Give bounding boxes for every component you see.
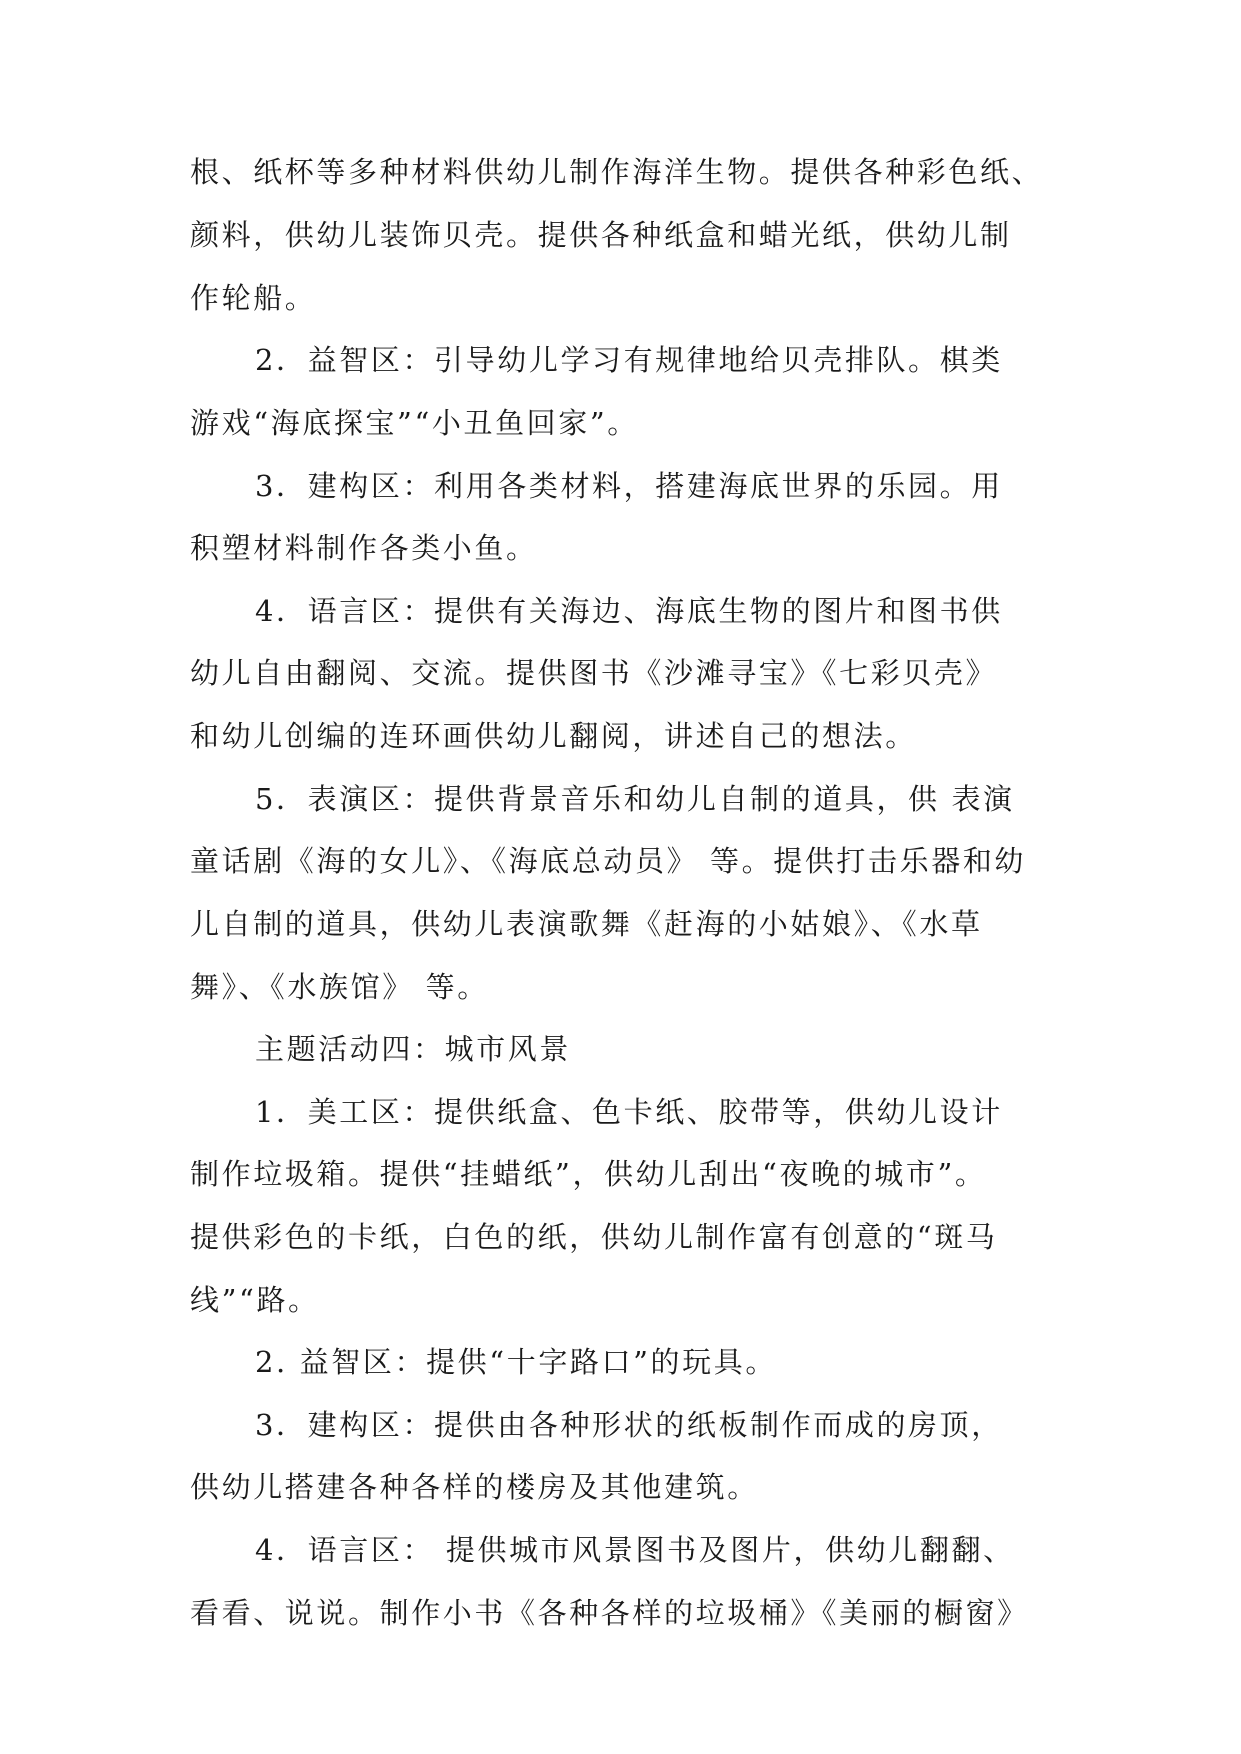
text-line: 线”“路。	[190, 1283, 320, 1317]
text-line: 颜料，供幼儿装饰贝壳。提供各种纸盒和蜡光纸，供幼儿制	[190, 218, 1012, 252]
text-line: 2．益智区：引导幼儿学习有规律地给贝壳排队。棋类	[255, 343, 1003, 377]
text-line: 3．建构区：提供由各种形状的纸板制作而成的房顶，	[255, 1408, 1003, 1442]
section-heading: 主题活动四：城市风景	[255, 1032, 572, 1066]
text-line: 3．建构区：利用各类材料，搭建海底世界的乐园。用	[255, 469, 1003, 503]
text-line: 4．语言区： 提供城市风景图书及图片，供幼儿翻翻、	[255, 1533, 1015, 1567]
text-line: 幼儿自由翻阅、交流。提供图书《沙滩寻宝》《七彩贝壳》	[190, 656, 998, 690]
text-line: 儿自制的道具，供幼儿表演歌舞《赶海的小姑娘》、《水草	[190, 907, 983, 941]
text-line: 4．语言区：提供有关海边、海底生物的图片和图书供	[255, 594, 1003, 628]
text-line: 和幼儿创编的连环画供幼儿翻阅，讲述自己的想法。	[190, 719, 917, 753]
text-line: 根、纸杯等多种材料供幼儿制作海洋生物。提供各种彩色纸、	[190, 155, 1044, 189]
text-line: 1．美工区：提供纸盒、色卡纸、胶带等，供幼儿设计	[255, 1095, 1003, 1129]
text-line: 积塑材料制作各类小鱼。	[190, 531, 538, 565]
text-line: 制作垃圾箱。提供“挂蜡纸”，供幼儿刮出“夜晚的城市”。	[190, 1157, 987, 1191]
text-line: 游戏“海底探宝”“小丑鱼回家”。	[190, 406, 639, 440]
text-line: 看看、说说。制作小书《各种各样的垃圾桶》《美丽的橱窗》	[190, 1596, 1029, 1630]
text-line: 供幼儿搭建各种各样的楼房及其他建筑。	[190, 1470, 759, 1504]
text-line: 5．表演区：提供背景音乐和幼儿自制的道具，供 表演	[255, 782, 1015, 816]
text-line: 提供彩色的卡纸，白色的纸，供幼儿制作富有创意的“斑马	[190, 1220, 998, 1254]
text-line: 2. 益智区：提供“十字路口”的玩具。	[255, 1345, 777, 1379]
text-line: 作轮船。	[190, 281, 317, 315]
text-line: 童话剧《海的女儿》、《海底总动员》 等。提供打击乐器和幼	[190, 844, 1027, 878]
text-line: 舞》、《水族馆》 等。	[190, 970, 489, 1004]
